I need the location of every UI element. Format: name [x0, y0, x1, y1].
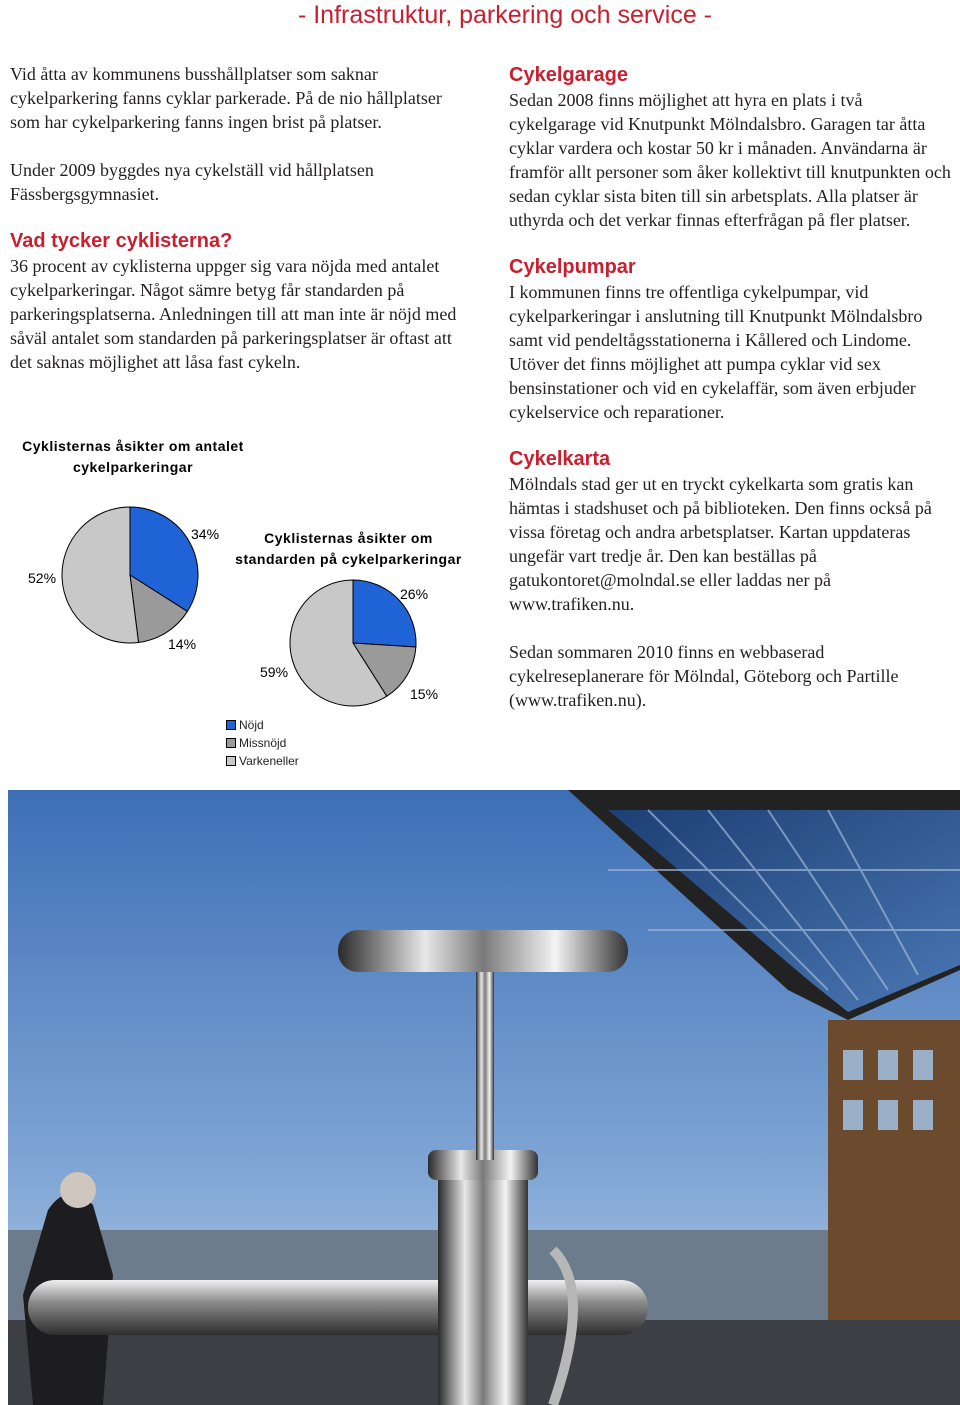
chart2-label-varken: 59% [260, 664, 289, 680]
chart2-title: Cyklisternas åsikter om standarden på cykelparkeringar [235, 530, 462, 567]
chart-legend [226, 716, 299, 770]
heading-garage: Cykelgarage [509, 64, 628, 86]
chart1-title: Cyklisternas åsikter om antalet cykelparkeringar [22, 438, 244, 475]
paragraph-map: Mölndals stad ger ut en tryckt cykelkarta som gratis kan hämtas i stadshuset och på biblioteken. Den finns också på vissa företag och andra arbetsplatser. Kartan uppdateras ungefär vart tredje år. Den kan beställas på gatukontoret@molndal.se eller laddas ner på www.trafiken.nu. [509, 474, 932, 614]
photo-illustration [8, 790, 960, 1405]
slice-varkeneller [62, 507, 139, 643]
spacer [10, 206, 458, 228]
heading-pumps: Cykelpumpar [509, 256, 636, 278]
pump-handle [338, 930, 628, 972]
legend-item-nojd [226, 716, 299, 734]
bike-rack [28, 1280, 648, 1335]
chart1-label-varken: 52% [28, 570, 57, 586]
legend-label: Missnöjd [239, 736, 287, 750]
spacer [509, 232, 953, 254]
legend-swatch-missnojd [226, 738, 236, 748]
heading-map: Cykelkarta [509, 448, 611, 470]
paragraph-new-racks: Under 2009 byggdes nya cykelställ vid hållplatsen Fässbergsgymnasiet. [10, 160, 374, 204]
chart2-label-nojd: 26% [400, 586, 429, 602]
chart2-pie [288, 578, 418, 708]
paragraph-opinion: 36 procent av cyklisterna uppger sig vara nöjda med antalet cykelparkeringar. Något sämre betyg får standarden på parkeringsplatserna. Anledningen till att man inte är nöjd med såväl antalet som standarden på parkeringsplatser är oftast att det saknas möjlighet att låsa fast cykeln. [10, 256, 457, 372]
legend-item-missnojd [226, 734, 299, 752]
pump-column [438, 1170, 528, 1405]
heading-opinion: Vad tycker cyklisterna? [10, 230, 233, 252]
spacer [509, 424, 953, 446]
chart1-label-missnojd: 14% [168, 636, 197, 652]
paragraph-bus-stops: Vid åtta av kommunens busshållplatser som saknar cykelparkering fanns cyklar parkerade. På de nio hållplatser som har cykelparkering fanns ingen brist på platser. [10, 64, 442, 132]
chart1-label-nojd: 34% [191, 526, 220, 542]
chart2-label-missnojd: 15% [410, 686, 439, 702]
right-column [509, 62, 953, 712]
legend-swatch-varken [226, 756, 236, 766]
paragraph-planner: Sedan sommaren 2010 finns en webbaserad cykelreseplanerare för Mölndal, Göteborg och Partille (www.trafiken.nu). [509, 642, 899, 710]
page-title: - Infrastruktur, parkering och service - [297, 1, 712, 29]
legend-label: Nöjd [239, 718, 264, 732]
legend-label: Varkeneller [239, 754, 299, 768]
chart1-pie [60, 505, 200, 645]
legend-item-varken [226, 752, 299, 770]
paragraph-garage: Sedan 2008 finns möjlighet att hyra en plats i två cykelgarage vid Knutpunkt Mölndalsbro. Garagen tar åtta cyklar vardera och kostar 50 kr i månaden. Användarna är framför allt personer som åker kollektivt till knutpunkten och sedan cyklar sista biten till sin arbetsplats. Alla platser är uthyrda och det verkar finnas efterfrågan på fler platser. [509, 90, 951, 230]
photo-bicycle-pump [8, 790, 960, 1405]
left-column [10, 62, 458, 374]
pump-shaft [476, 960, 494, 1160]
paragraph-pumps: I kommunen finns tre offentliga cykelpumpar, vid cykelparkeringar i anslutning till Knutpunkt Mölndalsbro samt vid pendeltågsstationerna i Kållered och Lindome. Utöver det finns möjlighet att pumpa cyklar vid sex bensinstationer och vid en cykelaffär, som även erbjuder cykelservice och reparationer. [509, 282, 923, 422]
cyclist-head [60, 1172, 96, 1208]
legend-swatch-nojd [226, 720, 236, 730]
